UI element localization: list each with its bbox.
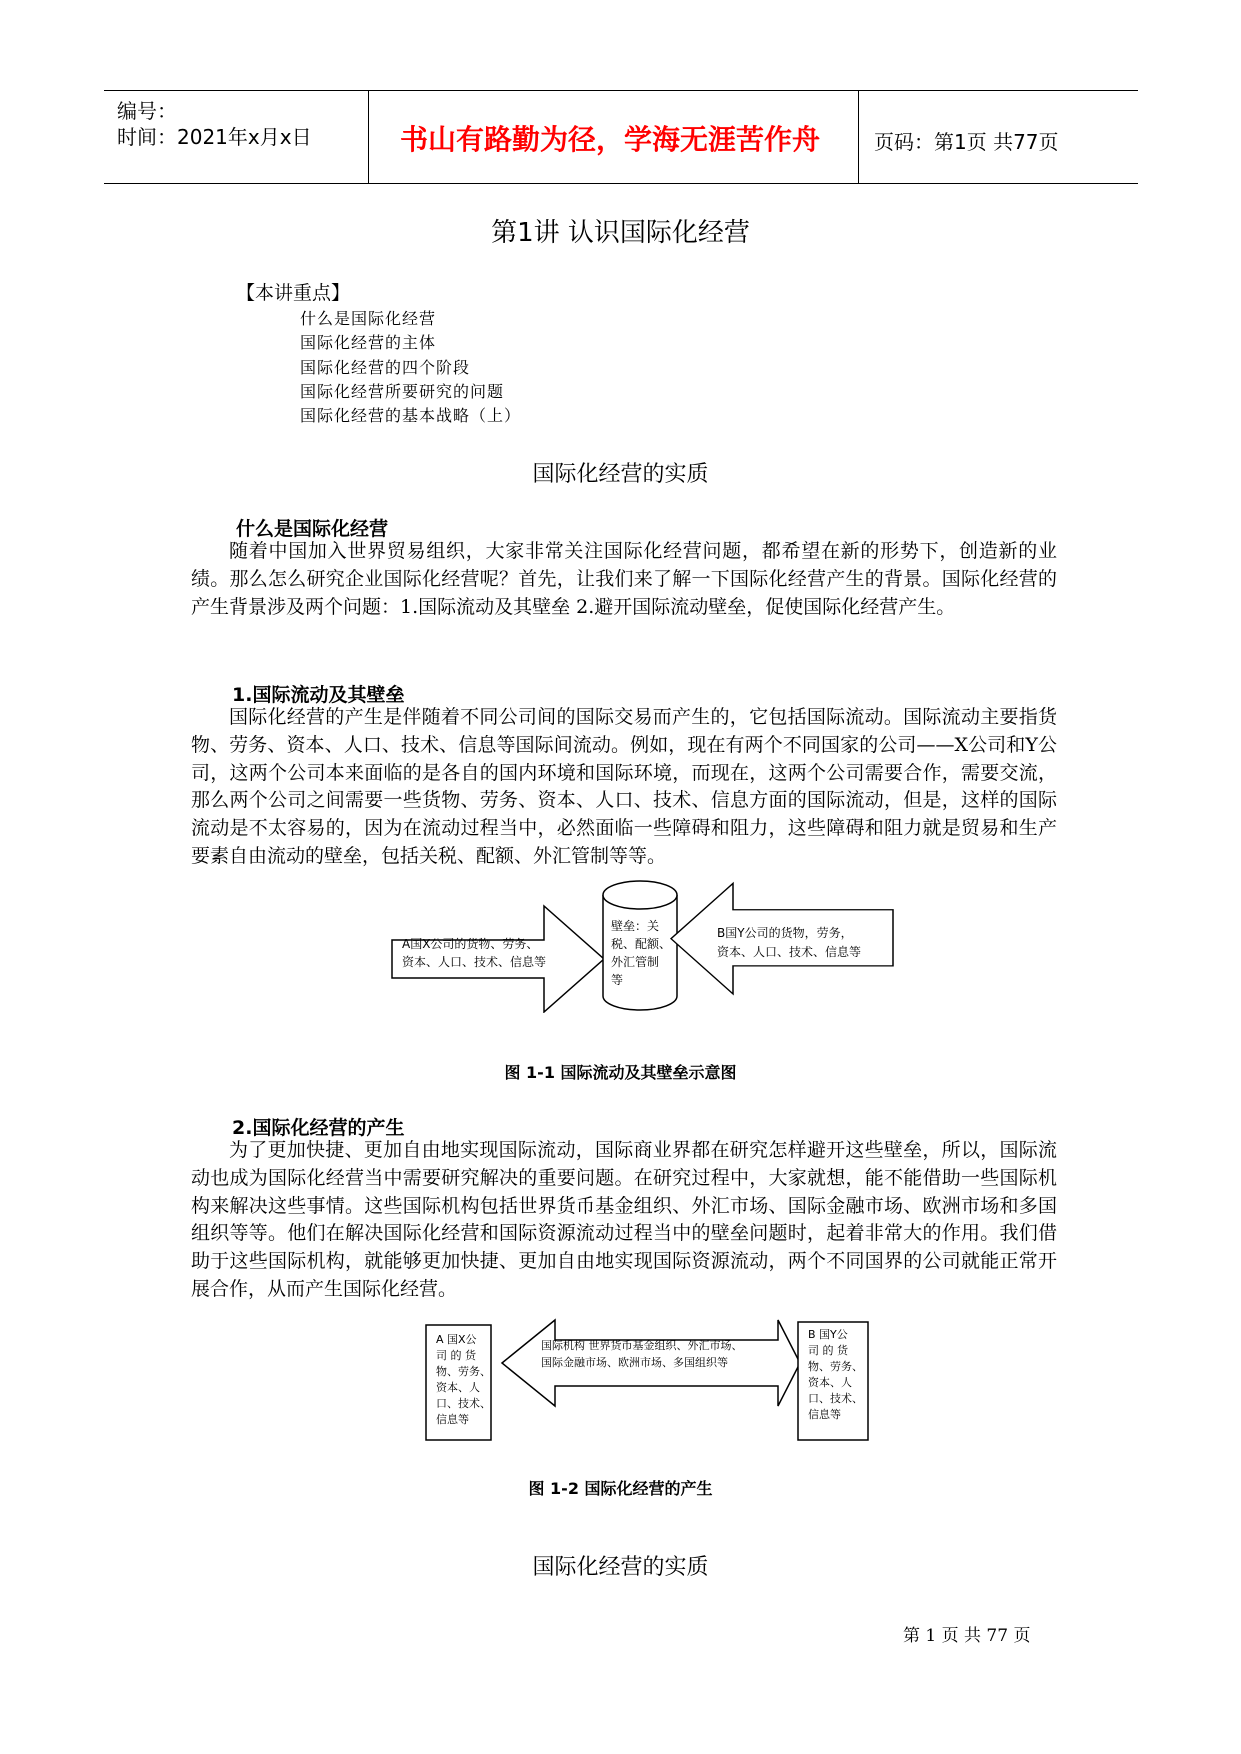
key-point-item: 什么是国际化经营 [300, 309, 437, 328]
cylinder-text: 壁垒：关 [611, 919, 660, 933]
key-points-heading: 【本讲重点】 [236, 282, 351, 304]
header-divider-left [368, 91, 369, 183]
diagram-label: 国际金融市场、欧洲市场、多国组织等 [541, 1356, 728, 1369]
barrier-cylinder [603, 895, 677, 1010]
diagram-label: 口、技术、 [808, 1392, 863, 1405]
key-point-item: 国际化经营所要研究的问题 [300, 382, 505, 401]
cylinder-text: 外汇管制 [611, 955, 660, 969]
part2-paragraph: 为了更加快捷、更加自由地实现国际流动，国际商业界都在研究怎样避开这些壁垒，所以，国际流动也成为国际化经营当中需要研究解决的重要问题。在研究过程中，大家就想，能不能借助一些国际机构来解决这些事情。这些国际机构包括世界货币基金组织、外汇市场、国际金融市场、欧洲市场和多国组织等等。他们在解决国际化经营和国际资源流动过程当中的壁垒问题时，起着非常大的作用。我们借助于这些国际机构，就能够更加快捷、更加自由地实现国际资源流动，两个不同国界的公司就能正常开展合作，从而产生国际化经营。 [191, 1139, 1057, 1300]
key-point-item: 国际化经营的基本战略（上） [300, 406, 522, 425]
diagram-label: 司 的 货 [808, 1344, 848, 1357]
figure-1-diagram [0, 873, 1241, 1013]
left-arrow-text: A国X公司的货物、劳务、 [402, 937, 539, 951]
diagram-label: A 国X公 [436, 1333, 477, 1346]
cylinder-text: 等 [611, 973, 624, 987]
left-arrow-text: 资本、人口、技术、信息等 [402, 955, 547, 969]
section-title: 国际化经营的实质 [532, 462, 709, 487]
right-arrow-text: 资本、人口、技术、信息等 [717, 945, 862, 959]
page-footer: 第 1 页 共 77 页 [903, 1626, 1031, 1646]
figure-2-diagram [0, 1312, 1241, 1452]
key-point-item: 国际化经营的四个阶段 [300, 358, 471, 377]
diagram-label: 司 的 货 [436, 1349, 476, 1362]
diagram-label: 信息等 [808, 1408, 841, 1421]
diagram-label: 物、劳务、 [436, 1365, 491, 1378]
what-is-heading: 什么是国际化经营 [236, 518, 389, 540]
diagram-label: B 国Y公 [808, 1328, 848, 1341]
cylinder-text: 税、配额、 [611, 937, 672, 951]
barrier-cylinder-top [603, 881, 677, 909]
lecture-title: 第1讲 认识国际化经营 [491, 218, 750, 248]
section-title-repeat: 国际化经营的实质 [532, 1555, 709, 1580]
header-number-label: 编号： [117, 99, 177, 123]
figure-1-caption: 图 1-1 国际流动及其壁垒示意图 [504, 1063, 737, 1082]
diagram-label: 口、技术、 [436, 1397, 491, 1410]
part2-heading: 2.国际化经营的产生 [232, 1117, 405, 1139]
what-is-paragraph: 随着中国加入世界贸易组织，大家非常关注国际化经营问题，都希望在新的形势下，创造新的业绩。那么怎么研究企业国际化经营呢？首先，让我们来了解一下国际化经营产生的背景。国际化经营的产生背景涉及两个问题：1.国际流动及其壁垒 2.避开国际流动壁垒，促使国际化经营产生。 [191, 540, 1057, 618]
header-top-rule [104, 90, 1138, 91]
header-page-label: 页码：第1页 共77页 [874, 130, 1059, 154]
header-bottom-rule [104, 183, 1138, 184]
figure-2-caption: 图 1-2 国际化经营的产生 [528, 1479, 713, 1498]
diagram-label: 资本、人 [808, 1376, 852, 1389]
right-arrow-text: B国Y公司的货物，劳务， [717, 926, 853, 940]
part1-paragraph: 国际化经营的产生是伴随着不同公司间的国际交易而产生的，它包括国际流动。国际流动主要指货物、劳务、资本、人口、技术、信息等国际间流动。例如，现在有两个不同国家的公司——X公司和Y公司，这两个公司本来面临的是各自的国内环境和国际环境，而现在，这两个公司需要合作，需要交流，那么两个公司之间需要一些货物、劳务、资本、人口、技术、信息方面的国际流动，但是，这样的国际流动是不太容易的，因为在流动过程当中，必然面临一些障碍和阻力，这些障碍和阻力就是贸易和生产要素自由流动的壁垒，包括关税、配额、外汇管制等等。 [191, 706, 1057, 867]
diagram-label: 资本、人 [436, 1381, 480, 1394]
part1-heading: 1.国际流动及其壁垒 [232, 684, 405, 706]
header-time-label: 时间：2021年x月x日 [117, 125, 312, 149]
diagram-label: 物、劳务、 [808, 1360, 863, 1373]
header-divider-right [858, 91, 859, 183]
diagram-label: 信息等 [436, 1413, 469, 1426]
key-point-item: 国际化经营的主体 [300, 333, 437, 352]
header-motto: 书山有路勤为径，学海无涯苦作舟 [399, 123, 820, 156]
diagram-label: 国际机构 世界货币基金组织、外汇市场、 [541, 1339, 743, 1352]
